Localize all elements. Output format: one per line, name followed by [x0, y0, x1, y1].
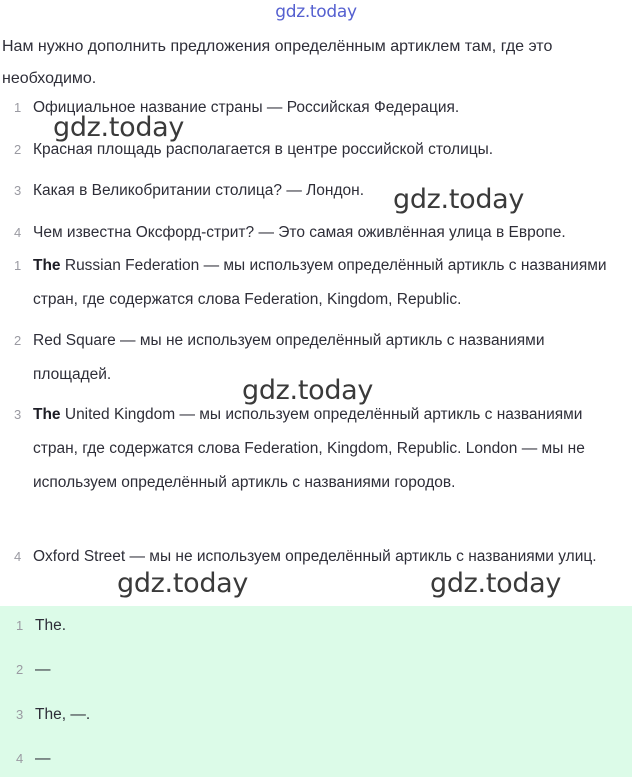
- sentence-text: Чем известна Оксфорд-стрит? — Это самая оживлённая улица в Европе.: [33, 224, 566, 241]
- watermark: gdz.today: [53, 112, 185, 143]
- answer-text: The.: [35, 617, 67, 634]
- sentence-text: Официальное название страны — Российская Федерация.: [33, 99, 460, 116]
- answer-text: —: [35, 661, 51, 678]
- explanation-body: Russian Federation — мы используем определённый артикль с названиями стран, где содержатся слова Federation, Kingdom, Republic.: [33, 257, 607, 308]
- item-number: 3: [14, 407, 22, 422]
- explanation-body: Red Square — мы не используем определённый артикль с названиями площадей.: [33, 332, 545, 383]
- explanation-body: Oxford Street — мы не используем определённый артикль с названиями улиц.: [33, 548, 597, 565]
- item-number: 3: [16, 707, 24, 722]
- item-number: 1: [14, 100, 22, 115]
- article-bold: The: [33, 406, 61, 423]
- answer-text: The, —.: [35, 706, 91, 723]
- answer-item: [0, 611, 620, 641]
- sentence-item: [0, 174, 620, 208]
- watermark: gdz.today: [430, 568, 562, 599]
- explanation-item: [0, 249, 620, 317]
- answer-item: [0, 700, 620, 730]
- answers-block: [0, 606, 632, 777]
- watermark: gdz.today: [393, 184, 525, 215]
- task-intro: Нам нужно дополнить предложения определённым артиклем там, где это необходимо.: [2, 38, 553, 87]
- item-number: 4: [14, 549, 22, 564]
- explanation-text: [33, 249, 620, 317]
- explanation-body: United Kingdom — мы используем определённый артикль с названиями стран, где содержатся слова Federation, Kingdom, Republic. London — мы не используем определённый артикль с названиями городов.: [33, 406, 585, 491]
- item-number: 1: [16, 618, 24, 633]
- item-number: 2: [14, 142, 22, 157]
- answer-item: [0, 744, 620, 774]
- item-number: 4: [14, 225, 22, 240]
- answer-item: [0, 655, 620, 685]
- explanation-item: [0, 398, 620, 500]
- watermark: gdz.today: [117, 568, 249, 599]
- watermark: gdz.today: [242, 375, 374, 406]
- item-number: 2: [14, 333, 22, 348]
- sentence-text: Какая в Великобритании столица? — Лондон.: [33, 182, 365, 199]
- item-number: 2: [16, 662, 24, 677]
- sentence-item: [0, 216, 620, 250]
- watermark-top: gdz.today: [275, 2, 357, 22]
- article-bold: The: [33, 257, 61, 274]
- explanation-text: [33, 398, 620, 500]
- item-number: 4: [16, 751, 24, 766]
- item-number: 1: [14, 258, 22, 273]
- sentence-text: Красная площадь располагается в центре российской столицы.: [33, 141, 494, 158]
- item-number: 3: [14, 183, 22, 198]
- answer-text: —: [35, 750, 51, 767]
